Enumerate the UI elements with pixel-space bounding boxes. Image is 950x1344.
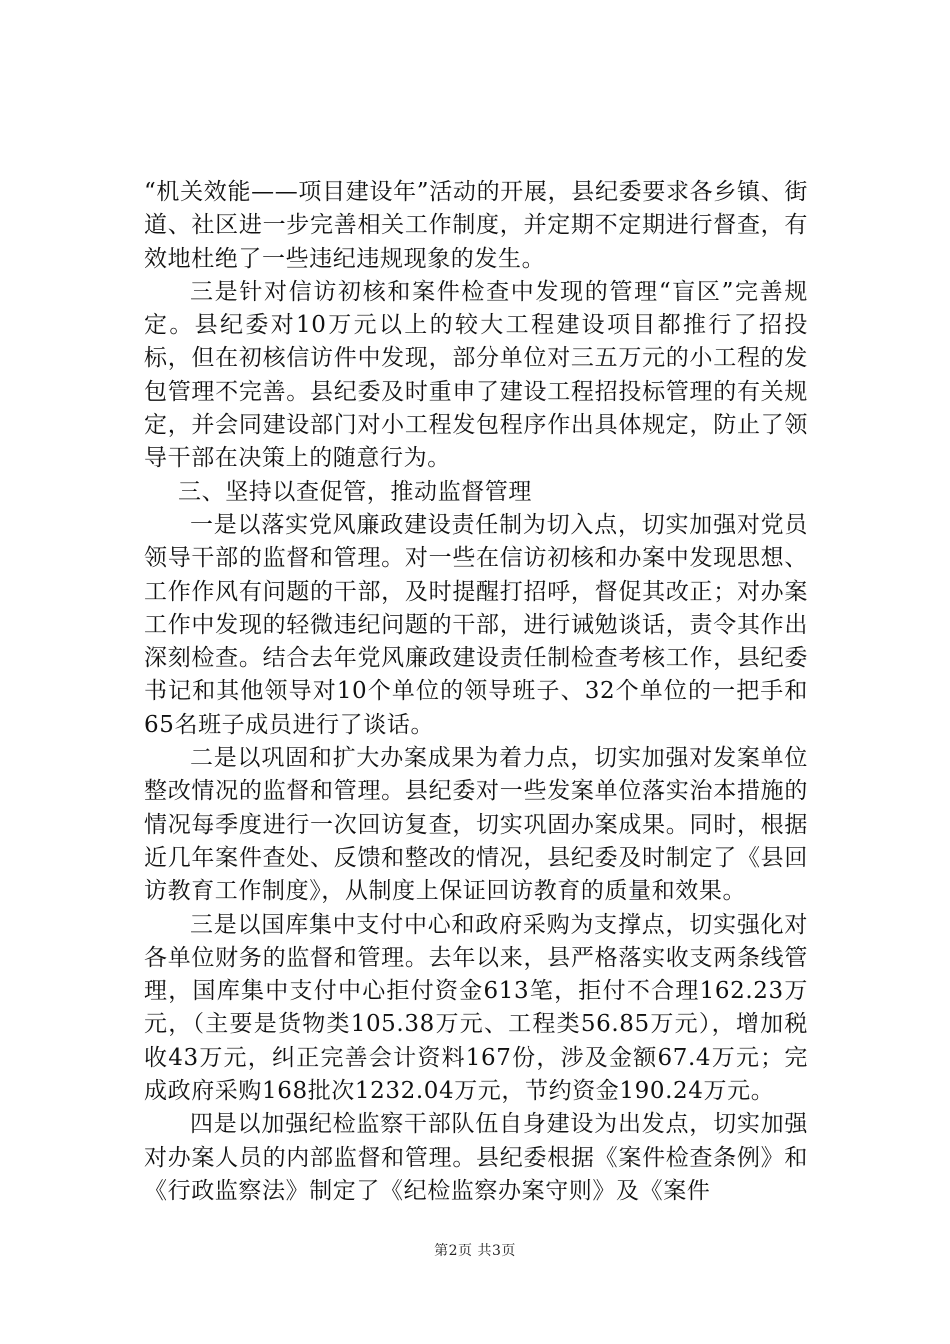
section-heading-three: 三、坚持以查促管，推动监督管理 <box>178 478 532 505</box>
page-footer: 第2页 共3页 <box>434 1243 516 1259</box>
paragraph-point-one: 一是以落实党风廉政建设责任制为切入点，切实加强对党员领导干部的监督和管理。对一些在信访初核和办案中发现思想、工作作风有问题的干部，及时提醒打招呼，督促其改正；对办案工作中发现的轻微违纪问题的干部，进行诫勉谈话，责令其作出深刻检查。结合去年党风廉政建设责任制检查考核工作，县纪委书记和其他领导对10个单位的领导班子、32个单位的一把手和65名班子成员进行了谈话。 <box>144 511 808 738</box>
paragraph-point-three: 三是以国库集中支付中心和政府采购为支撑点，切实强化对各单位财务的监督和管理。去年以来，县严格落实收支两条线管理，国库集中支付中心拒付资金613笔，拒付不合理162.23万元，（主要是货物类105.38万元、工程类56.85万元），增加税收43万元，纠正完善会计资料167份，涉及金额67.4万元；完成政府采购168批次1232.04万元，节约资金190.24万元。 <box>144 911 808 1105</box>
document-body <box>144 176 808 1208</box>
paragraph-point-four: 四是以加强纪检监察干部队伍自身建设为出发点，切实加强对办案人员的内部监督和管理。县纪委根据《案件检查条例》和《行政监察法》制定了《纪检监察办案守则》及《案件 <box>144 1111 808 1204</box>
paragraph-point-two: 二是以巩固和扩大办案成果为着力点，切实加强对发案单位整改情况的监督和管理。县纪委对一些发案单位落实治本措施的情况每季度进行一次回访复查，切实巩固办案成果。同时，根据近几年案件查处、反馈和整改的情况，县纪委及时制定了《县回访教育工作制度》，从制度上保证回访教育的质量和效果。 <box>144 745 808 905</box>
paragraph-continuation: “机关效能——项目建设年”活动的开展，县纪委要求各乡镇、街道、社区进一步完善相关工作制度，并定期不定期进行督查，有效地杜绝了一些违纪违规现象的发生。 <box>144 179 808 272</box>
paragraph-item-three: 三是针对信访初核和案件检查中发现的管理“盲区”完善规定。县纪委对10万元以上的较大工程建设项目都推行了招投标，但在初核信访件中发现，部分单位对三五万元的小工程的发包管理不完善。县纪委及时重申了建设工程招投标管理的有关规定，并会同建设部门对小工程发包程序作出具体规定，防止了领导干部在决策上的随意行为。 <box>144 278 808 472</box>
